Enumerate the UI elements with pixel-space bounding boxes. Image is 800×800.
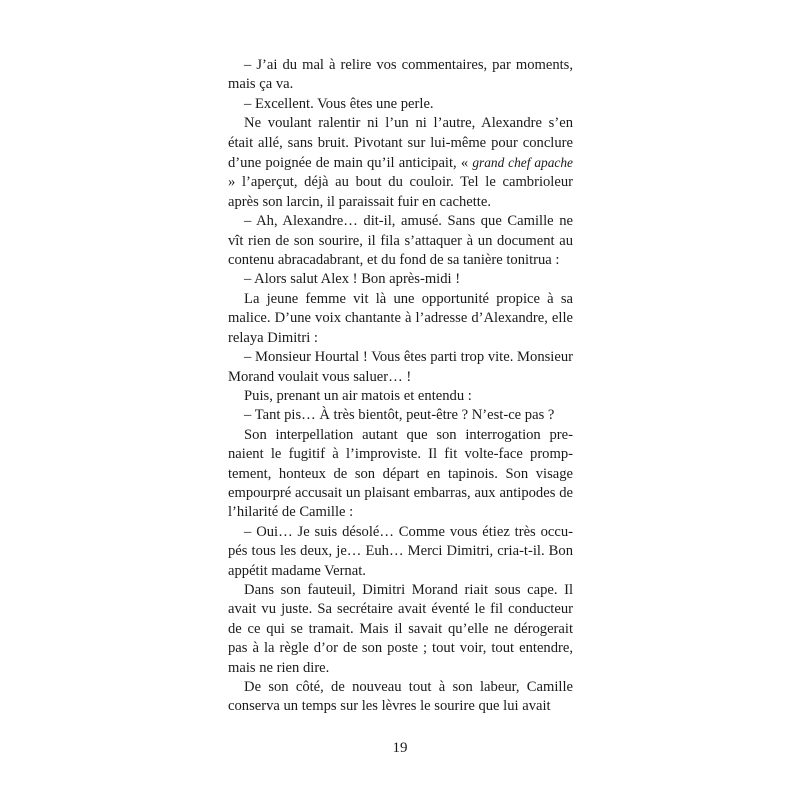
paragraph-8: Puis, prenant un air matois et entendu : (244, 387, 472, 404)
paragraph-5: – Alors salut Alex ! Bon après-midi ! (244, 271, 461, 288)
paragraph-13: De son côté, de nouveau tout à son labeur, Camille conserva un temps sur les lèvres le sourire que lui avait (228, 679, 573, 715)
paragraph-10: Son interpellation autant que son interrogation prenaient le fugitif à l’improviste. Il fit volte-face promptement, honteux de son départ en tapinois. Son visage empourpré accusait un plaisant embarras, aux antipodes de l’hilarité de Camille : (228, 426, 573, 521)
italic-phrase: grand chef apache (472, 155, 573, 171)
paragraph-3 (228, 114, 573, 212)
paragraph-4: – Ah, Alexandre… dit-il, amusé. Sans que Camille ne vît rien de son sourire, il fila s’attaquer à un document au contenu abracadabrant, et du fond de sa tanière tonitrua : (228, 213, 573, 269)
paragraph-6: La jeune femme vit là une opportunité propice à sa malice. D’une voix chantante à l’adresse d’Alexandre, elle relaya Dimitri : (228, 290, 573, 346)
paragraph-9: – Tant pis… À très bientôt, peut-être ? N’est-ce pas ? (244, 407, 555, 424)
page-number: 19 (392, 740, 408, 756)
paragraph-3-before: Ne voulant ralentir ni l’un ni l’autre, Alexandre s’en était allé, sans bruit. Pivotant sur lui-même pour conclure d’une poignée de main qu’il anticipait, « (228, 115, 573, 172)
paragraph-7: – Monsieur Hourtal ! Vous êtes parti trop vite. Monsieur Morand voulait vous saluer… ! (228, 349, 573, 385)
page-text-block (228, 56, 573, 717)
paragraph-12: Dans son fauteuil, Dimitri Morand riait sous cape. Il avait vu juste. Sa secrétaire avait éventé le fil conducteur de ce qui se tramait. Mais il savait qu’elle ne dérogerait pas à la règle d’or de son poste ; tout voir, tout entendre, mais ne rien dire. (228, 581, 573, 676)
paragraph-1: – J’ai du mal à relire vos commentaires, par moments, mais ça va. (228, 57, 573, 93)
paragraph-2: – Excellent. Vous êtes une perle. (244, 95, 434, 112)
paragraph-3-after: » l’aperçut, déjà au bout du couloir. Tel le cambrioleur après son larcin, il paraissait fuir en cachette. (228, 174, 573, 210)
paragraph-11: – Oui… Je suis désolé… Comme vous étiez très occupés tous les deux, je… Euh… Merci Dimitri, cria-t-il. Bon appétit madame Vernat. (228, 523, 573, 579)
